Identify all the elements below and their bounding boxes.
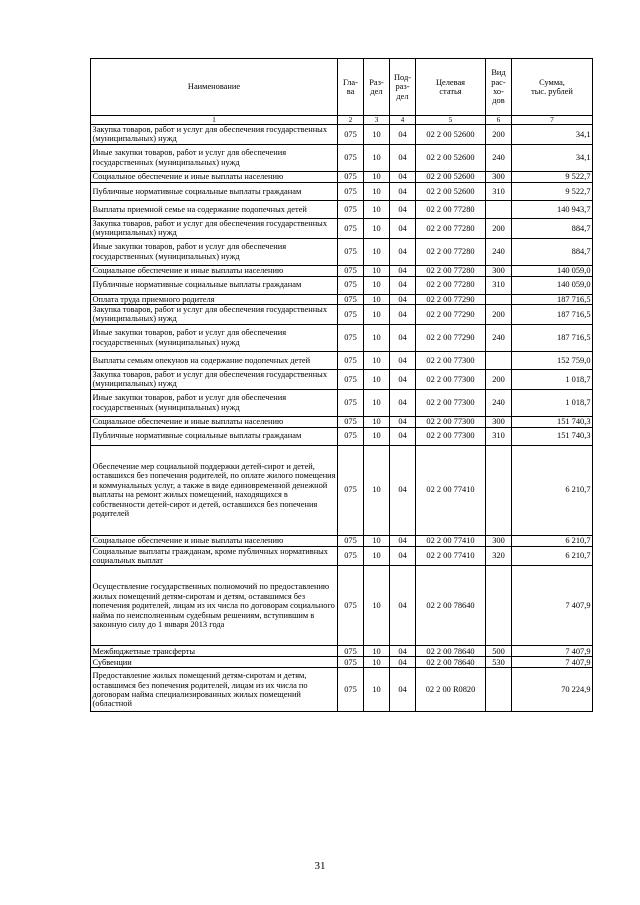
row-subsection: 04 (390, 389, 416, 416)
row-section: 10 (364, 324, 390, 351)
row-name: Предоставление жилых помещений детям-сиротам и детям, оставшимся без попечения родителей, лицам из их числа по договорам найма специализированных жилых помещений (областной (91, 668, 338, 712)
row-section: 10 (364, 144, 390, 171)
row-section: 10 (364, 369, 390, 389)
row-section: 10 (364, 427, 390, 445)
table-row (91, 389, 593, 416)
row-section: 10 (364, 668, 390, 712)
row-subsection: 04 (390, 416, 416, 427)
row-subsection: 04 (390, 265, 416, 276)
row-section: 10 (364, 305, 390, 325)
row-sum: 140 059,0 (512, 276, 593, 294)
row-section: 10 (364, 535, 390, 546)
column-number: 3 (364, 116, 390, 125)
row-type: 240 (486, 144, 512, 171)
row-type: 300 (486, 265, 512, 276)
table-row (91, 182, 593, 200)
row-section: 10 (364, 200, 390, 218)
table-row (91, 238, 593, 265)
row-target: 02 2 00 77280 (416, 265, 486, 276)
row-sum: 6 210,7 (512, 445, 593, 535)
row-target: 02 2 00 77300 (416, 369, 486, 389)
row-subsection: 04 (390, 535, 416, 546)
row-target: 02 2 00 77300 (416, 416, 486, 427)
row-target: 02 2 00 52600 (416, 125, 486, 145)
row-name: Иные закупки товаров, работ и услуг для обеспечения государственных (муниципальных) нужд (91, 144, 338, 171)
row-sum: 7 407,9 (512, 646, 593, 657)
table-row (91, 646, 593, 657)
header-target: Целевая статья (416, 59, 486, 116)
row-name: Социальное обеспечение и иные выплаты населению (91, 265, 338, 276)
column-number-row (91, 116, 593, 125)
row-chapter: 075 (338, 305, 364, 325)
row-section: 10 (364, 125, 390, 145)
row-section: 10 (364, 351, 390, 369)
row-subsection: 04 (390, 305, 416, 325)
row-sum: 187 716,5 (512, 324, 593, 351)
row-sum: 9 522,7 (512, 171, 593, 182)
row-subsection: 04 (390, 668, 416, 712)
row-chapter: 075 (338, 238, 364, 265)
header-subsection: Под- раз- дел (390, 59, 416, 116)
row-section: 10 (364, 294, 390, 304)
row-section: 10 (364, 566, 390, 646)
table-row (91, 351, 593, 369)
row-target: 02 2 00 77300 (416, 389, 486, 416)
row-chapter: 075 (338, 646, 364, 657)
row-target: 02 2 00 52600 (416, 182, 486, 200)
row-section: 10 (364, 445, 390, 535)
row-section: 10 (364, 238, 390, 265)
row-name: Социальные выплаты гражданам, кроме публичных нормативных социальных выплат (91, 546, 338, 566)
row-target: 02 2 00 52600 (416, 171, 486, 182)
row-type: 310 (486, 182, 512, 200)
row-subsection: 04 (390, 324, 416, 351)
table-row (91, 276, 593, 294)
row-target: 02 2 00 77280 (416, 218, 486, 238)
row-name: Субвенции (91, 657, 338, 668)
row-sum: 6 210,7 (512, 546, 593, 566)
budget-table (90, 58, 593, 712)
table-row (91, 657, 593, 668)
row-subsection: 04 (390, 294, 416, 304)
row-sum: 34,1 (512, 144, 593, 171)
row-subsection: 04 (390, 427, 416, 445)
row-chapter: 075 (338, 389, 364, 416)
row-sum: 187 716,5 (512, 305, 593, 325)
row-section: 10 (364, 657, 390, 668)
header-name: Наименование (91, 59, 338, 116)
row-type: 300 (486, 535, 512, 546)
row-section: 10 (364, 276, 390, 294)
row-chapter: 075 (338, 276, 364, 294)
row-name: Публичные нормативные социальные выплаты гражданам (91, 427, 338, 445)
row-name: Межбюджетные трансферты (91, 646, 338, 657)
table-row (91, 369, 593, 389)
table-row (91, 265, 593, 276)
row-type (486, 351, 512, 369)
row-section: 10 (364, 171, 390, 182)
page-number: 31 (314, 860, 326, 872)
row-sum: 34,1 (512, 125, 593, 145)
column-number: 6 (486, 116, 512, 125)
table-row (91, 416, 593, 427)
row-subsection: 04 (390, 276, 416, 294)
row-section: 10 (364, 416, 390, 427)
row-target: 02 2 00 R0820 (416, 668, 486, 712)
row-type (486, 668, 512, 712)
header-section: Раз- дел (364, 59, 390, 116)
row-sum: 151 740,3 (512, 416, 593, 427)
row-sum: 70 224,9 (512, 668, 593, 712)
row-section: 10 (364, 218, 390, 238)
row-chapter: 075 (338, 324, 364, 351)
row-target: 02 2 00 77410 (416, 535, 486, 546)
row-chapter: 075 (338, 144, 364, 171)
row-chapter: 075 (338, 416, 364, 427)
row-chapter: 075 (338, 445, 364, 535)
row-type (486, 294, 512, 304)
row-subsection: 04 (390, 351, 416, 369)
row-sum: 884,7 (512, 218, 593, 238)
row-type: 530 (486, 657, 512, 668)
row-name: Публичные нормативные социальные выплаты гражданам (91, 276, 338, 294)
row-sum: 151 740,3 (512, 427, 593, 445)
row-type: 500 (486, 646, 512, 657)
row-type: 240 (486, 389, 512, 416)
row-chapter: 075 (338, 427, 364, 445)
row-name: Иные закупки товаров, работ и услуг для обеспечения государственных (муниципальных) нужд (91, 324, 338, 351)
row-chapter: 075 (338, 535, 364, 546)
table-row (91, 427, 593, 445)
row-target: 02 2 00 77300 (416, 427, 486, 445)
row-section: 10 (364, 546, 390, 566)
row-chapter: 075 (338, 657, 364, 668)
row-sum: 140 943,7 (512, 200, 593, 218)
row-target: 02 2 00 77410 (416, 546, 486, 566)
row-target: 02 2 00 77280 (416, 238, 486, 265)
row-subsection: 04 (390, 646, 416, 657)
row-chapter: 075 (338, 546, 364, 566)
row-type: 200 (486, 125, 512, 145)
row-target: 02 2 00 77280 (416, 200, 486, 218)
row-sum: 7 407,9 (512, 566, 593, 646)
row-target: 02 2 00 77290 (416, 294, 486, 304)
table-row (91, 324, 593, 351)
row-chapter: 075 (338, 668, 364, 712)
row-subsection: 04 (390, 144, 416, 171)
row-subsection: 04 (390, 546, 416, 566)
header-sum: Сумма, тыс. рублей (512, 59, 593, 116)
column-number: 5 (416, 116, 486, 125)
table-row (91, 305, 593, 325)
table-row (91, 668, 593, 712)
table-row (91, 445, 593, 535)
row-sum: 7 407,9 (512, 657, 593, 668)
row-sum: 884,7 (512, 238, 593, 265)
row-target: 02 2 00 52600 (416, 144, 486, 171)
row-name: Закупка товаров, работ и услуг для обеспечения государственных (муниципальных) нужд (91, 218, 338, 238)
header-type: Вид рас- хо- дов (486, 59, 512, 116)
header-chapter: Гла- ва (338, 59, 364, 116)
row-name: Оплата труда приемного родителя (91, 294, 338, 304)
row-target: 02 2 00 77290 (416, 305, 486, 325)
row-type: 300 (486, 416, 512, 427)
row-name: Обеспечение мер социальной поддержки детей-сирот и детей, оставшихся без попечения родителей, по оплате жилого помещения и коммунальных услуг, а также в виде единовременной денежной выплаты на ремонт жилых помещений, находящихся в собственности детей-сирот и детей, оставшихся без попечения родителей (91, 445, 338, 535)
row-subsection: 04 (390, 171, 416, 182)
table-row (91, 144, 593, 171)
row-name: Выплаты приемной семье на содержание подопечных детей (91, 200, 338, 218)
table-row (91, 125, 593, 145)
row-name: Социальное обеспечение и иные выплаты населению (91, 416, 338, 427)
row-subsection: 04 (390, 657, 416, 668)
row-name: Осуществление государственных полномочий по предоставлению жилых помещений детям-сиротам и детям, оставшимся без попечения родителей, лицам из их числа по договорам социального найма по неисполненным судебным решениям, вступившим в законную силу до 1 января 2013 года (91, 566, 338, 646)
table-body (91, 125, 593, 712)
row-sum: 6 210,7 (512, 535, 593, 546)
row-subsection: 04 (390, 445, 416, 535)
row-chapter: 075 (338, 265, 364, 276)
row-section: 10 (364, 265, 390, 276)
row-type: 200 (486, 305, 512, 325)
row-type: 240 (486, 238, 512, 265)
column-number: 7 (512, 116, 593, 125)
row-type: 310 (486, 427, 512, 445)
row-chapter: 075 (338, 369, 364, 389)
row-type: 320 (486, 546, 512, 566)
row-name: Публичные нормативные социальные выплаты гражданам (91, 182, 338, 200)
row-subsection: 04 (390, 566, 416, 646)
table-header-row (91, 59, 593, 116)
column-number: 1 (91, 116, 338, 125)
row-section: 10 (364, 182, 390, 200)
row-target: 02 2 00 77280 (416, 276, 486, 294)
table-row (91, 294, 593, 304)
row-subsection: 04 (390, 125, 416, 145)
row-subsection: 04 (390, 200, 416, 218)
row-section: 10 (364, 646, 390, 657)
row-target: 02 2 00 78640 (416, 646, 486, 657)
row-sum: 187 716,5 (512, 294, 593, 304)
row-name: Социальное обеспечение и иные выплаты населению (91, 535, 338, 546)
table-row (91, 566, 593, 646)
row-type: 240 (486, 324, 512, 351)
row-type (486, 566, 512, 646)
row-target: 02 2 00 78640 (416, 657, 486, 668)
row-sum: 140 059,0 (512, 265, 593, 276)
row-name: Закупка товаров, работ и услуг для обеспечения государственных (муниципальных) нужд (91, 305, 338, 325)
row-chapter: 075 (338, 294, 364, 304)
table-row (91, 171, 593, 182)
row-name: Иные закупки товаров, работ и услуг для обеспечения государственных (муниципальных) нужд (91, 238, 338, 265)
row-sum: 1 018,7 (512, 369, 593, 389)
row-chapter: 075 (338, 351, 364, 369)
row-chapter: 075 (338, 566, 364, 646)
row-chapter: 075 (338, 171, 364, 182)
row-sum: 1 018,7 (512, 389, 593, 416)
row-type: 300 (486, 171, 512, 182)
column-number: 4 (390, 116, 416, 125)
column-number: 2 (338, 116, 364, 125)
row-type: 200 (486, 218, 512, 238)
row-target: 02 2 00 77290 (416, 324, 486, 351)
row-name: Закупка товаров, работ и услуг для обеспечения государственных (муниципальных) нужд (91, 125, 338, 145)
row-subsection: 04 (390, 218, 416, 238)
row-name: Закупка товаров, работ и услуг для обеспечения государственных (муниципальных) нужд (91, 369, 338, 389)
row-sum: 152 759,0 (512, 351, 593, 369)
table-row (91, 535, 593, 546)
table-row (91, 546, 593, 566)
row-chapter: 075 (338, 125, 364, 145)
row-type: 310 (486, 276, 512, 294)
table-row (91, 200, 593, 218)
row-target: 02 2 00 77410 (416, 445, 486, 535)
row-subsection: 04 (390, 238, 416, 265)
table-row (91, 218, 593, 238)
row-type (486, 200, 512, 218)
row-name: Социальное обеспечение и иные выплаты населению (91, 171, 338, 182)
row-name: Иные закупки товаров, работ и услуг для обеспечения государственных (муниципальных) нужд (91, 389, 338, 416)
row-type: 200 (486, 369, 512, 389)
row-chapter: 075 (338, 182, 364, 200)
row-target: 02 2 00 78640 (416, 566, 486, 646)
row-sum: 9 522,7 (512, 182, 593, 200)
row-subsection: 04 (390, 182, 416, 200)
row-type (486, 445, 512, 535)
row-subsection: 04 (390, 369, 416, 389)
row-chapter: 075 (338, 218, 364, 238)
row-target: 02 2 00 77300 (416, 351, 486, 369)
row-section: 10 (364, 389, 390, 416)
row-name: Выплаты семьям опекунов на содержание подопечных детей (91, 351, 338, 369)
row-chapter: 075 (338, 200, 364, 218)
